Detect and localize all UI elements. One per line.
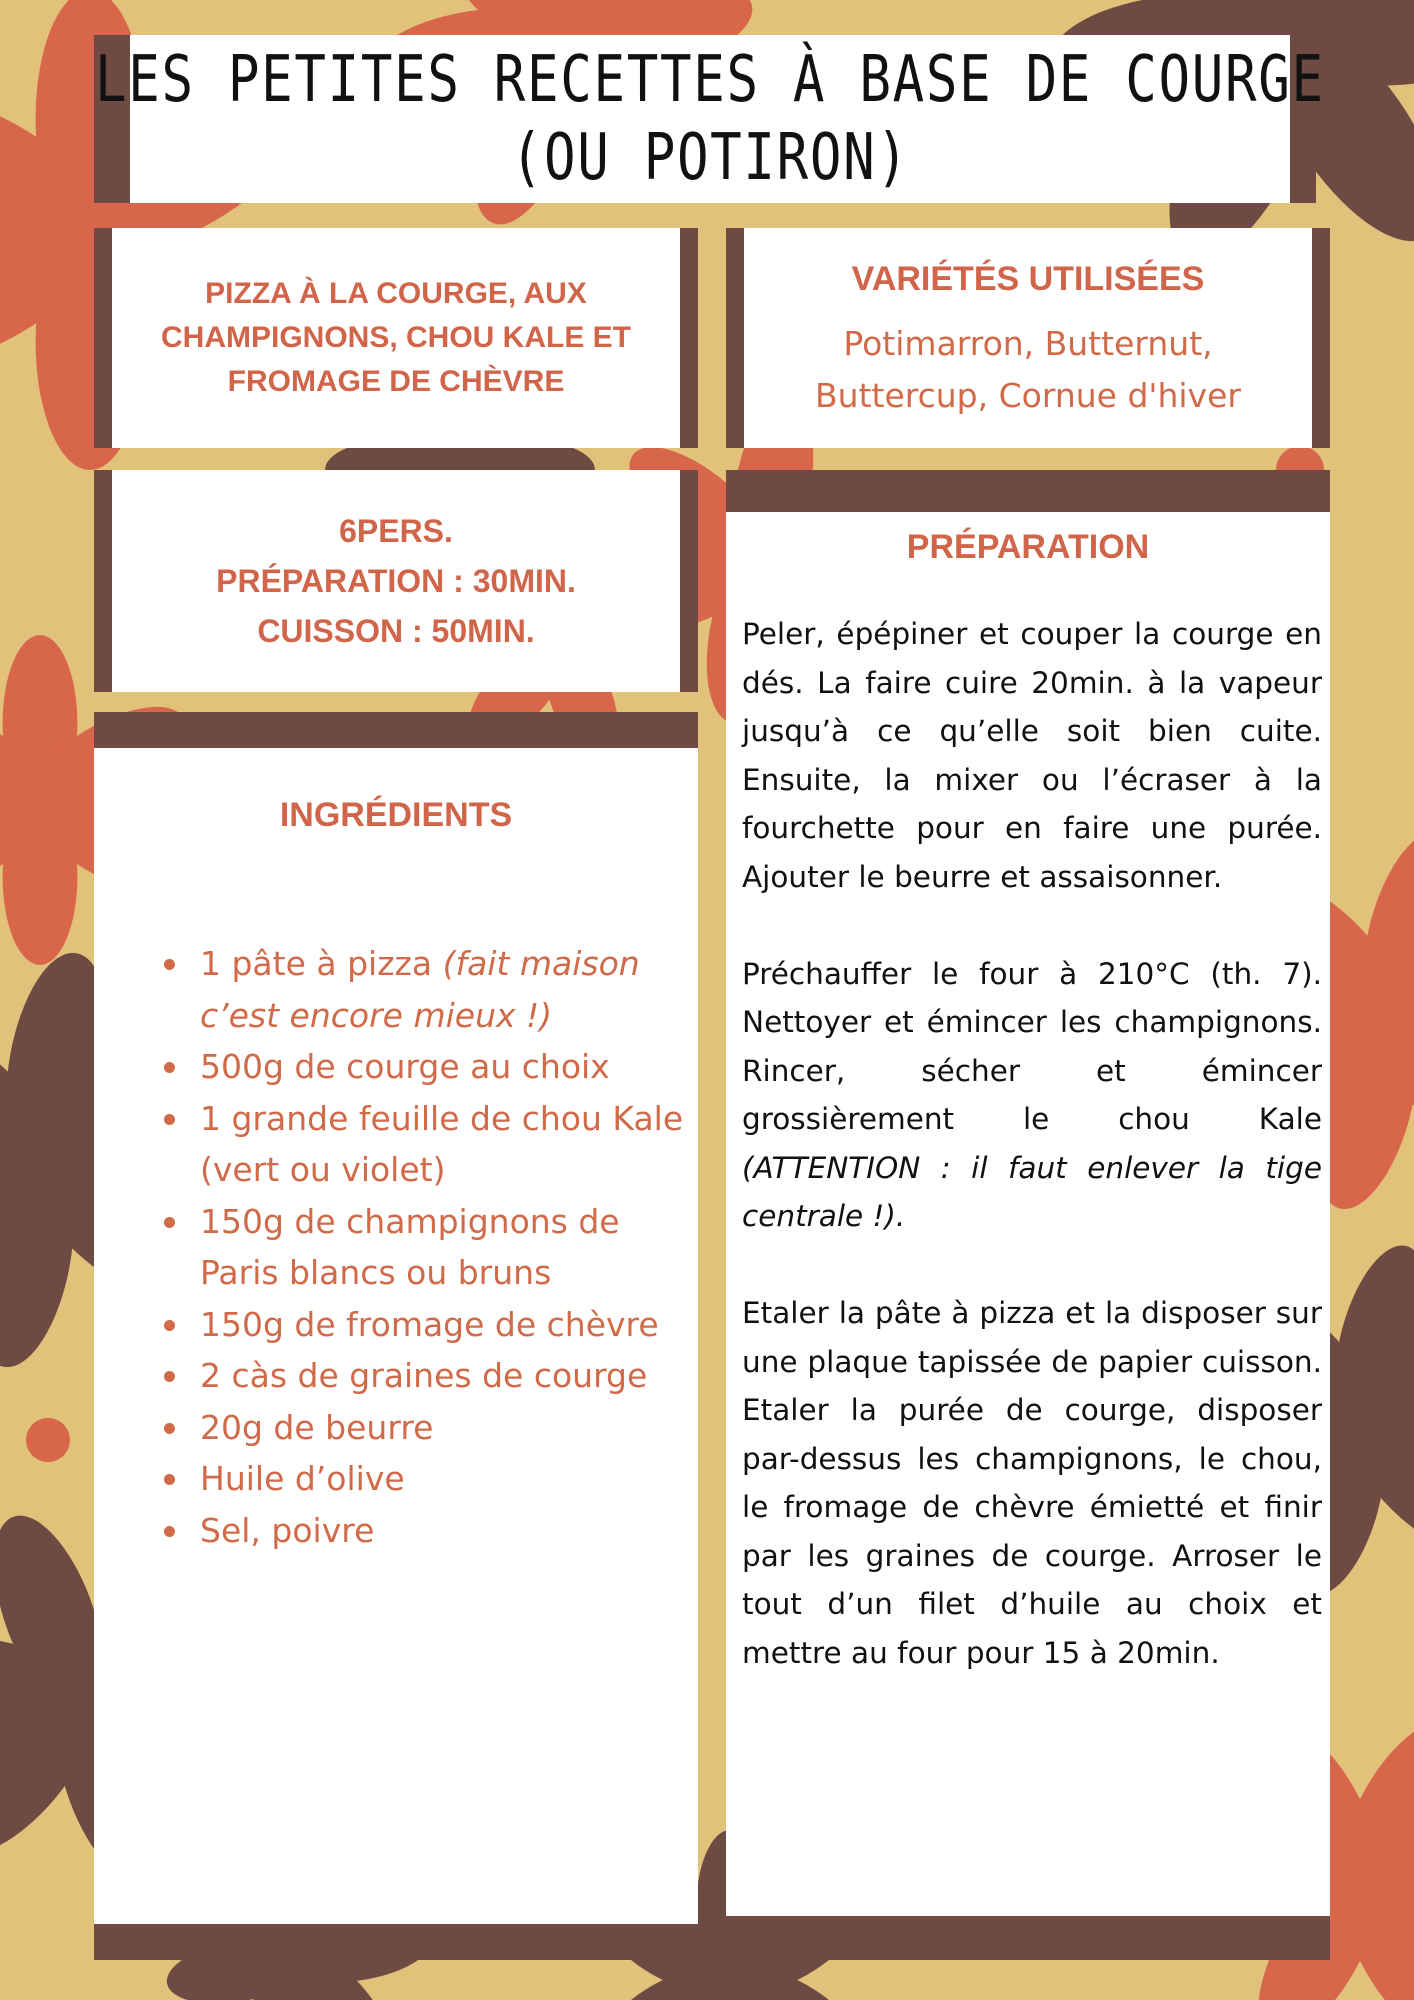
cooking-time-text: CUISSON : 50MIN. [257, 613, 535, 649]
preparation-step-1: Peler, épépiner et couper la courge en dés. La faire cuire 20min. à la vapeur jusqu’à ce qu’elle soit bien cuite. Ensuite, la mixer ou l’écraser à la fourchette pour en faire une purée. Ajouter le beurre et assaisonner. [742, 617, 1322, 894]
recipe-name-line-1: PIZZA À LA COURGE, AUX [205, 277, 587, 310]
preparation-time-text: PRÉPARATION : 30MIN. [216, 563, 576, 599]
page-title: LES PETITES RECETTES À BASE DE COURGE [95, 43, 1325, 117]
ingredient-item [150, 1299, 690, 1351]
ingredient-text: Sel, poivre [200, 1510, 375, 1550]
bullet-icon [164, 1320, 175, 1331]
ingredient-item [150, 1041, 690, 1093]
ingredient-item [150, 1196, 690, 1299]
ingredient-text: 150g de fromage de chèvre [200, 1304, 659, 1344]
ingredient-item [150, 1453, 690, 1505]
recipe-name-card [94, 228, 698, 448]
varieties-heading: VARIÉTÉS UTILISÉES [851, 260, 1205, 298]
preparation-step-2-note: (ATTENTION : il faut enlever la tige centrale !). [742, 1150, 1322, 1233]
page-subtitle: (OU POTIRON) [510, 121, 910, 195]
ingredient-item [150, 1093, 690, 1196]
info-card [94, 470, 698, 692]
varieties-line-2: Buttercup, Cornue d'hiver [815, 376, 1241, 415]
title-panel [95, 35, 1325, 203]
ingredient-note: (fait maison c’est encore mieux !) [200, 944, 640, 1035]
servings-text: 6PERS. [339, 513, 453, 549]
bullet-icon [164, 1474, 175, 1485]
preparation-step-3: Etaler la pâte à pizza et la disposer sur une plaque tapissée de papier cuisson. Etaler la purée de courge, disposer par-dessus les champignons, le chou, le fromage de chèvre émietté et finir par les graines de courge. Arroser le tout d’un filet d’huile au choix et mettre au four pour 15 à 20min. [742, 1296, 1322, 1670]
ingredients-heading: INGRÉDIENTS [279, 796, 513, 834]
bullet-icon [164, 1217, 175, 1228]
ingredient-text: 1 pâte à pizza [200, 944, 443, 983]
ingredient-item [150, 1505, 690, 1557]
bullet-icon [164, 1062, 175, 1073]
varieties-card [726, 228, 1330, 448]
bullet-icon [164, 1526, 175, 1537]
ingredient-text: 1 grande feuille de chou Kale (vert ou violet) [200, 1098, 684, 1189]
varieties-line-1: Potimarron, Butternut, [843, 324, 1213, 363]
ingredient-text: 2 càs de graines de courge [200, 1356, 648, 1395]
bullet-icon [164, 1371, 175, 1382]
ingredient-text: 20g de beurre [200, 1407, 434, 1447]
bullet-icon [164, 1423, 175, 1434]
ingredient-text: 500g de courge au choix [200, 1047, 610, 1086]
preparation-text [742, 610, 1322, 1726]
ingredient-item [150, 1402, 690, 1454]
recipe-name-line-2: CHAMPIGNONS, CHOU KALE ET [160, 321, 631, 354]
ingredient-item [150, 1350, 690, 1402]
ingredient-item [150, 938, 690, 1041]
bullet-icon [164, 959, 175, 970]
ingredient-text: 150g de champignons de Paris blancs ou bruns [200, 1201, 620, 1292]
bullet-icon [164, 1114, 175, 1125]
preparation-step-2: Préchauffer le four à 210°C (th. 7). Nettoyer et émincer les champignons. Rincer, sécher et émincer grossièrement le chou Kale (ATTENTION : il faut enlever la tige centrale !). [742, 956, 1322, 1233]
ingredient-text: Huile d’olive [200, 1459, 405, 1498]
preparation-heading: PRÉPARATION [906, 528, 1150, 566]
ingredients-list [150, 938, 690, 1556]
recipe-name-line-3: FROMAGE DE CHÈVRE [227, 365, 565, 398]
